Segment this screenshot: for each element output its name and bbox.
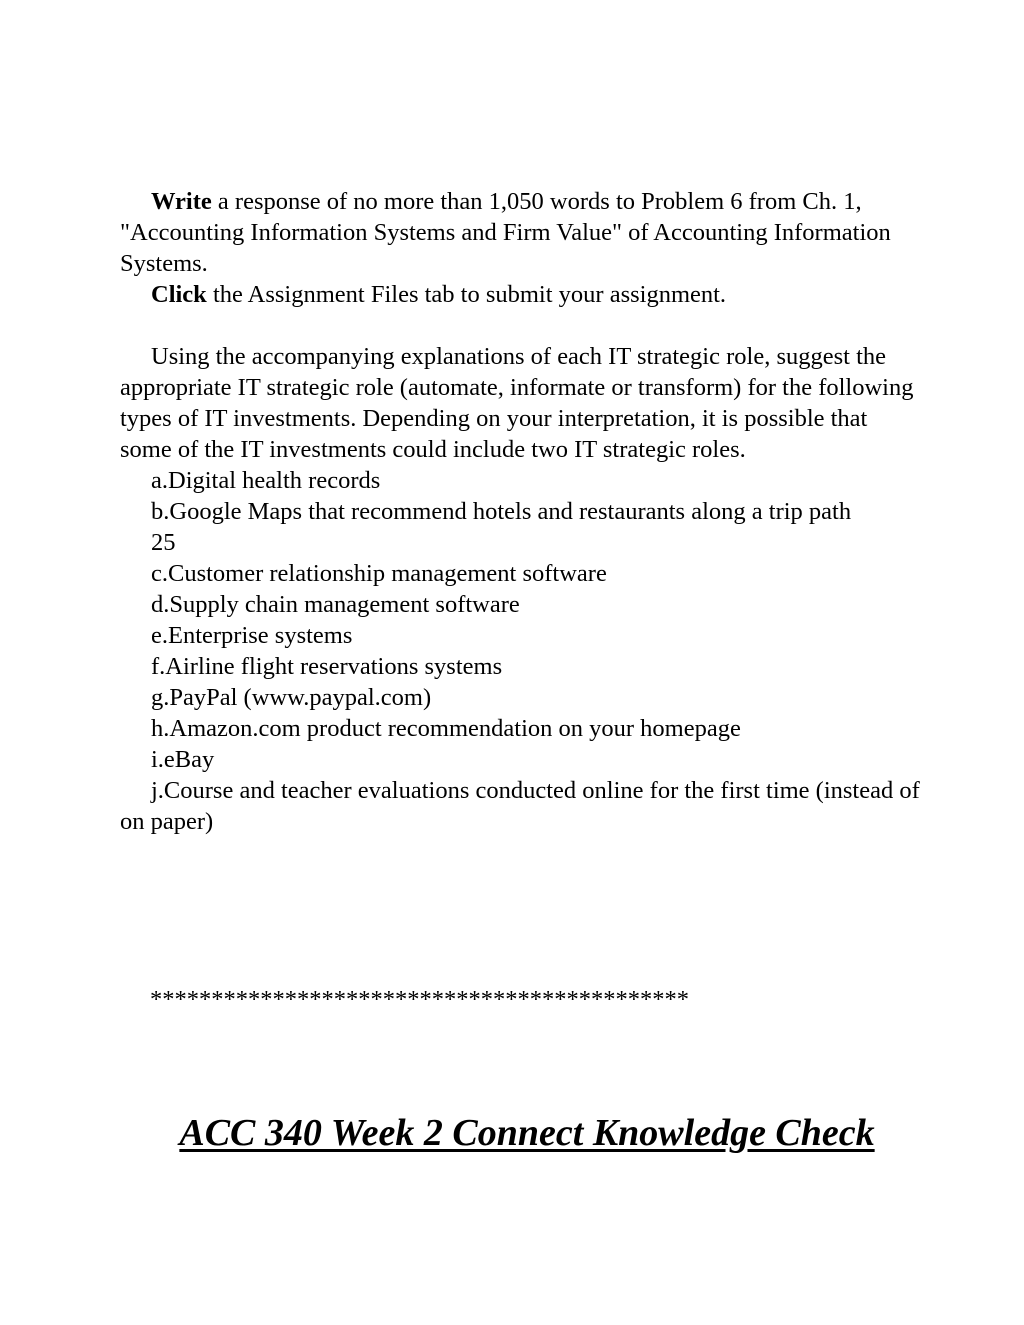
- list-item: e.Enterprise systems: [151, 622, 353, 649]
- section-heading-text: ACC 340 Week 2 Connect Knowledge Check: [179, 1112, 875, 1154]
- list-item: h.Amazon.com product recommendation on your homepage: [151, 715, 741, 742]
- page-number-text: 25: [151, 529, 176, 556]
- list-item: i.eBay: [151, 746, 215, 773]
- list-item: d.Supply chain management software: [151, 591, 520, 618]
- write-keyword: Write: [151, 188, 212, 215]
- list-item: b.Google Maps that recommend hotels and restaurants along a trip path: [151, 498, 852, 525]
- paragraph-gap: [120, 310, 920, 341]
- document-body: [120, 186, 920, 837]
- list-item: c.Customer relationship management software: [151, 560, 607, 587]
- click-keyword: Click: [151, 281, 207, 308]
- write-instruction-text: a response of no more than 1,050 words to Problem 6 from Ch. 1, "Accounting Information Systems and Firm Value" of Accounting Information Systems.: [120, 188, 891, 277]
- click-instruction-text: the Assignment Files tab to submit your assignment.: [206, 281, 727, 308]
- section-heading: [0, 1109, 1024, 1157]
- write-instruction: [120, 186, 920, 279]
- separator-line: ********************************************: [150, 986, 689, 1013]
- list-item: a.Digital health records: [151, 467, 381, 494]
- list-item: g.PayPal (www.paypal.com): [151, 684, 432, 711]
- problem-intro: Using the accompanying explanations of each IT strategic role, suggest the appropriate IT strategic role (automate, informate or transform) for the following types of IT investments. Depending on your interpretation, it is possible that some of the IT investments could include two IT strategic roles.: [120, 343, 914, 463]
- list-item: f.Airline flight reservations systems: [151, 653, 503, 680]
- click-instruction: [120, 279, 920, 310]
- list-item: j.Course and teacher evaluations conducted online for the first time (instead of on paper): [120, 777, 920, 835]
